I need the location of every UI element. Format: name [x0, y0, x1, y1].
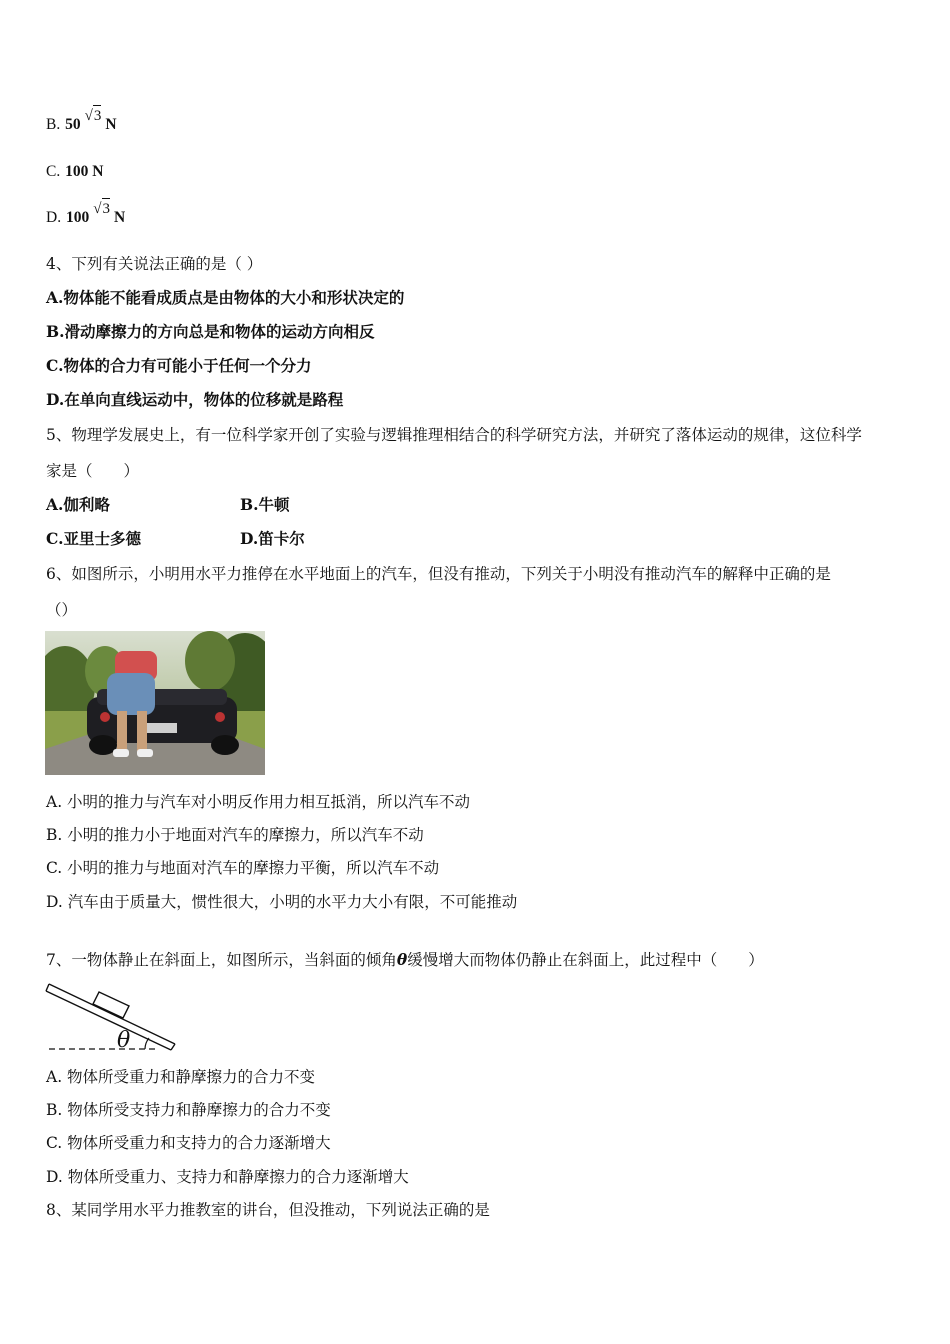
q5-option-d: D.笛卡尔: [240, 529, 305, 548]
q6-option-a: A. 小明的推力与汽车对小明反作用力相互抵消，所以汽车不动: [46, 793, 471, 811]
q7-option-a: A. 物体所受重力和静摩擦力的合力不变: [46, 1068, 316, 1086]
incline-diagram: [45, 980, 185, 1052]
q5-stem-line1: 5、物理学发展史上，有一位科学家开创了实验与逻辑推理相结合的科学研究方法，并研究了落体运动的规律，这位科学: [46, 426, 862, 444]
q5-option-b: B.牛顿: [240, 495, 290, 514]
q5-option-c: C.亚里士多德: [46, 529, 141, 548]
q4-option-b: B.滑动摩擦力的方向总是和物体的运动方向相反: [46, 322, 375, 341]
q4-option-a: A.物体能不能看成质点是由物体的大小和形状决定的: [46, 288, 405, 307]
q3-option-d: D. 100 √3 N: [46, 207, 125, 228]
q8-stem: 8、某同学用水平力推教室的讲台，但没推动，下列说法正确的是: [46, 1201, 490, 1219]
q7-option-b: B. 物体所受支持力和静摩擦力的合力不变: [46, 1101, 331, 1119]
q5-stem-line2: 家是（ ）: [46, 462, 140, 480]
q4-option-c: C.物体的合力有可能小于任何一个分力: [46, 356, 312, 375]
q4-stem: 4、下列有关说法正确的是（ ）: [46, 255, 263, 273]
q7-option-c: C. 物体所受重力和支持力的合力逐渐增大: [46, 1134, 331, 1152]
q3-option-c: C. 100 N: [46, 163, 104, 180]
q3-option-b: B. 50 √3 N: [46, 114, 117, 135]
q6-option-d: D. 汽车由于质量大，惯性很大，小明的水平力大小有限，不可能推动: [46, 893, 518, 911]
q7-option-d: D. 物体所受重力、支持力和静摩擦力的合力逐渐增大: [46, 1168, 409, 1186]
q6-stem-line2: （）: [46, 601, 78, 619]
sqrt-symbol: √3: [93, 198, 110, 219]
theta-symbol: θ: [396, 950, 408, 969]
q6-option-c: C. 小明的推力与地面对汽车的摩擦力平衡，所以汽车不动: [46, 859, 440, 877]
q4-option-d: D.在单向直线运动中，物体的位移就是路程: [46, 390, 344, 409]
q6-stem-line1: 6、如图所示，小明用水平力推停在水平地面上的汽车，但没有推动，下列关于小明没有推动汽车的解释中正确的是: [46, 565, 831, 583]
q6-option-b: B. 小明的推力小于地面对汽车的摩擦力，所以汽车不动: [46, 826, 424, 844]
car-push-photo: [45, 631, 265, 775]
sqrt-symbol: √3: [85, 105, 102, 126]
q5-option-a: A.伽利略: [46, 495, 110, 514]
q7-stem: 7、一物体静止在斜面上，如图所示，当斜面的倾角θ缓慢增大而物体仍静止在斜面上，此过程中（ ）: [46, 950, 764, 969]
angle-theta-label: θ: [117, 1028, 131, 1052]
